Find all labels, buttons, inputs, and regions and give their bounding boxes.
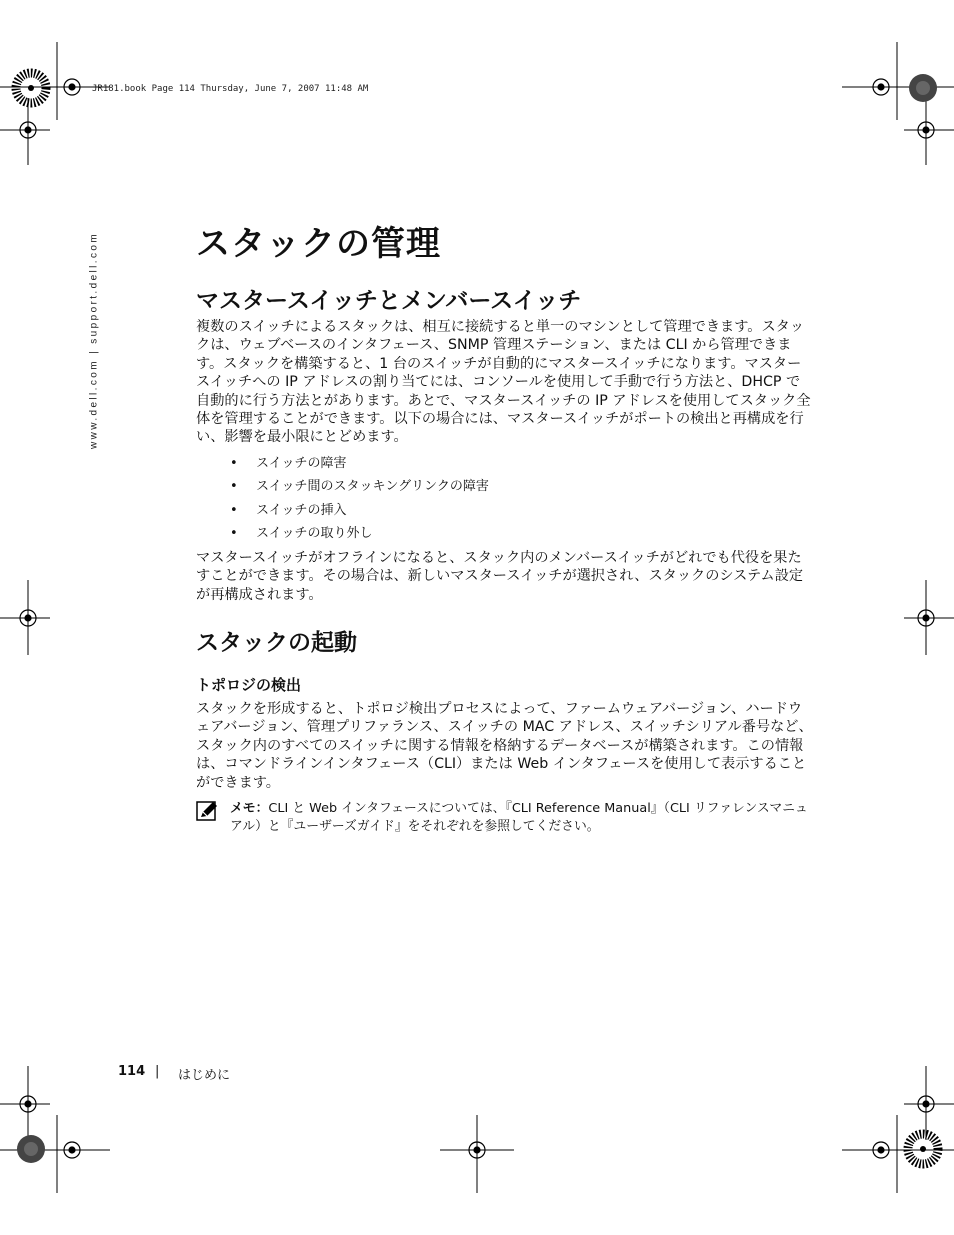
page-number: 114 [118,1064,146,1079]
list-item: • スイッチの取り外し [230,524,489,547]
side-url: www.dell.com | support.dell.com [88,231,100,449]
subheading-topology-discovery: トポロジの検出 [196,676,302,694]
topology-paragraph: スタックを形成すると、トポロジ検出プロセスによって、ファームウェアバージョン、ハードウェアバージョン、管理プリファランス、スイッチの MAC アドレス、スイッチシリアル番号など、スタック内のすべてのスイッチに関する情報を格納するデータベースが構築されます。この情報は、コマンドラインインタフェース（CLI）または Web インタフェースを使用して表示することができます。 [196,701,813,791]
chapter-title: はじめに [178,1068,231,1083]
note-body: CLI と Web インタフェースについては、『CLI Reference Manual』（CLI リファレンスマニュアル）と『ユーザーズガイド』をそれぞれを参照してください。 [230,801,808,834]
note-text [230,800,814,836]
intro-paragraph: 複数のスイッチによるスタックは、相互に接続すると単一のマシンとして管理できます。スタックは、ウェブベースのインタフェース、SNMP 管理ステーション、または CLI から管理できます。スタックを構築すると、1 台のスイッチが自動的にマスタースイッチになります。マスタースイッチへの IP アドレスの割り当てには、コンソールを使用して手動で行う方法と、DHCP で自動的に行う方法とがあります。あとで、マスタースイッチの IP アドレスを使用してスタック全体を管理することができます。以下の場合には、マスタースイッチがポートの検出と再構成を行い、影響を最小限にとどめます。 [196,319,811,446]
footer-separator: | [155,1064,160,1079]
note-label: メモ： [230,801,269,816]
list-item: • スイッチ間のスタッキングリンクの障害 [230,477,489,500]
bullet-list [230,454,489,547]
page-title: スタックの管理 [196,224,441,264]
list-item: • スイッチの障害 [230,454,489,477]
section-heading-master-member: マスタースイッチとメンバースイッチ [196,288,582,314]
list-item: • スイッチの挿入 [230,501,489,524]
book-header-line: JR181.book Page 114 Thursday, June 7, 2007 11:48 AM [92,84,369,94]
section-heading-stack-startup: スタックの起動 [196,630,357,656]
outro-paragraph: マスタースイッチがオフラインになると、スタック内のメンバースイッチがどれでも代役を果たすことができます。その場合は、新しいマスタースイッチが選択され、スタックのシステム設定が再構成されます。 [196,550,804,603]
pencil-note-icon [196,800,218,822]
